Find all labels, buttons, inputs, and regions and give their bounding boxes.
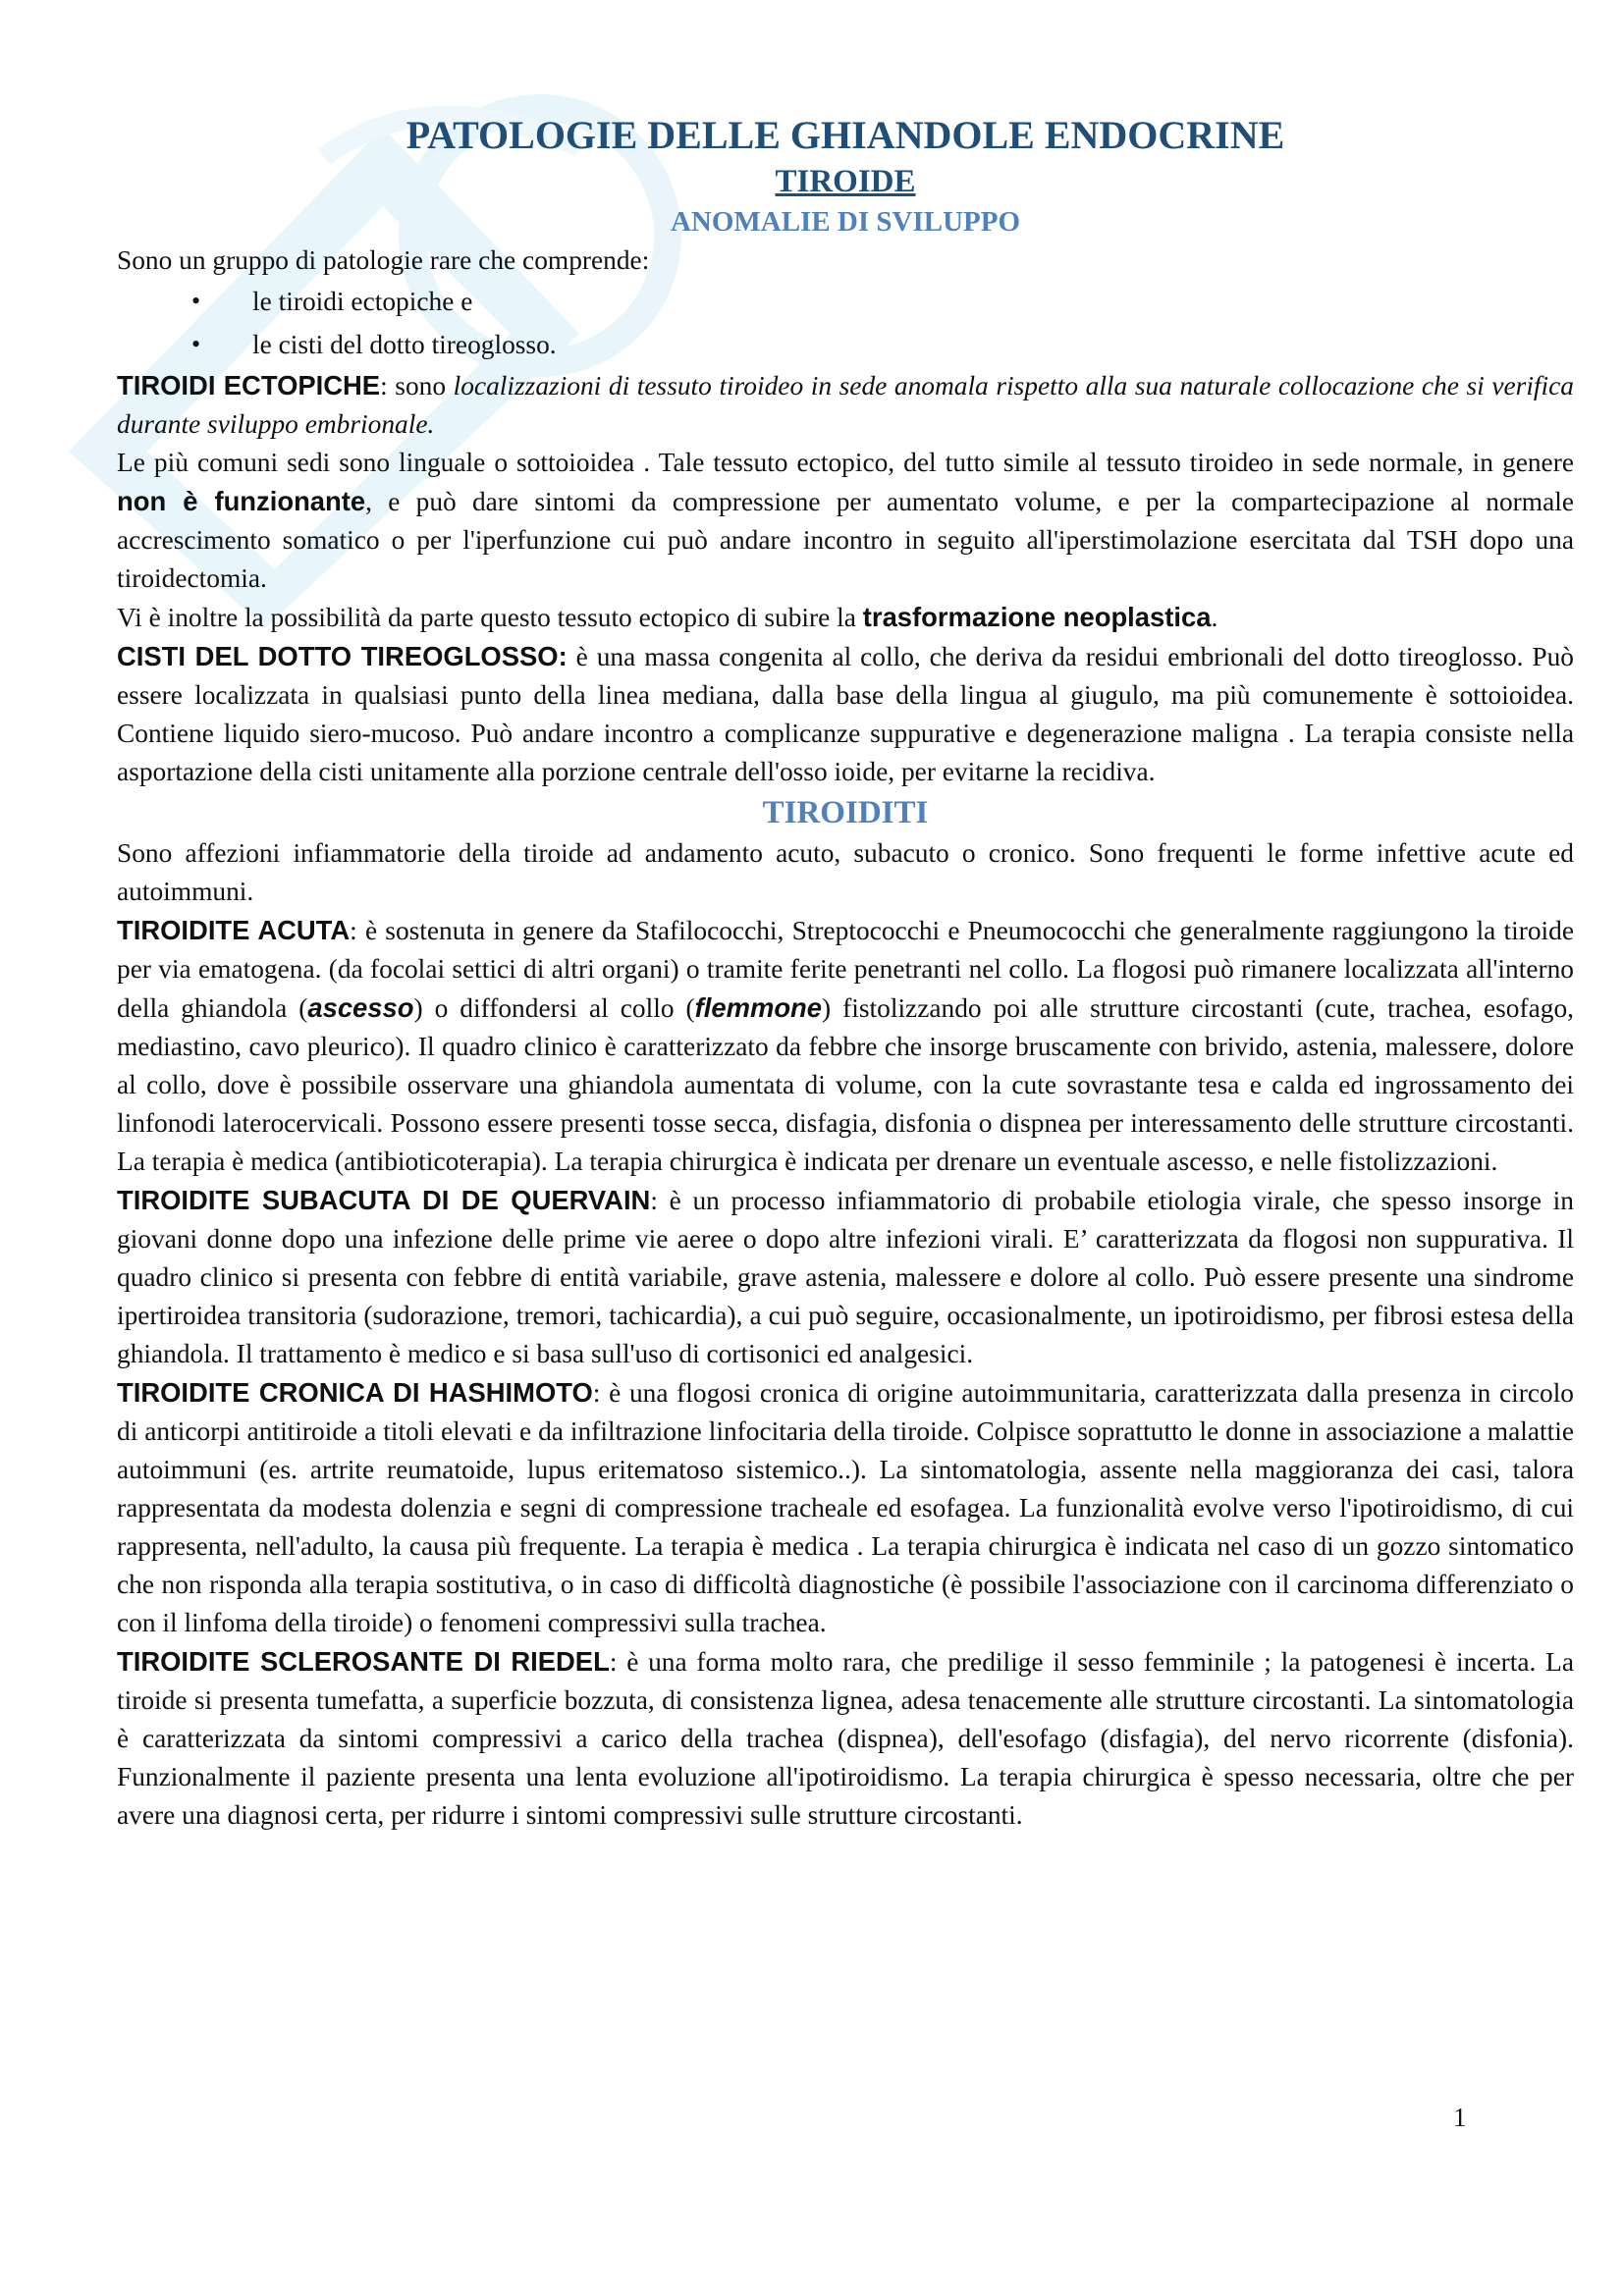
text-span: Vi è inoltre la possibilità da parte questo tessuto ectopico di subire la (117, 603, 863, 632)
emphasis-ascesso: ascesso (307, 992, 414, 1023)
text-span: . (1211, 603, 1218, 632)
bullet-icon: • (191, 330, 201, 358)
paragraph-tiroidite-hashimoto (117, 1373, 1574, 1642)
anomalie-intro: Sono un gruppo di patologie rare che comprende: (117, 245, 650, 275)
term-tiroidite-riedel: TIROIDITE SCLEROSANTE DI RIEDEL (117, 1646, 610, 1677)
text-span: ) fistolizzando poi alle strutture circostanti (cute, trachea, esofago, mediastino, cavo pleurico). Il quadro clinico è caratterizzato da febbre che insorge bruscamente con brivido, astenia, malessere, dolore al collo, dove è possibile osservare una ghiandola aumentata di volume, con la cute sovrastante tesa e calda ed ingrossamento dei linfonodi laterocervicali. Possono essere presenti tosse secca, disfagia, disfonia o dispnea per interessamento delle strutture circostanti. La terapia è medica (antibioticoterapia). La terapia chirurgica è indicata per drenare un eventuale ascesso, e nelle fistolizzazioni. (117, 993, 1574, 1176)
anomalie-bullet-list (117, 280, 1574, 366)
text-span: Le più comuni sedi sono linguale o sottoioidea . Tale tessuto ectopico, del tutto simile al tessuto tiroideo in sede normale, in genere (117, 448, 1574, 477)
page-number: 1 (1453, 2103, 1467, 2132)
paragraph-cisti (117, 637, 1574, 791)
term-cisti: CISTI DEL DOTTO TIREOGLOSSO: (117, 641, 568, 671)
text-span-italic: localizzazioni di tessuto tiroideo in sede anomala rispetto alla sua naturale collocazione che si verifica durante sviluppo embrionale. (117, 371, 1574, 439)
text-span: ) o diffondersi al collo ( (413, 993, 695, 1023)
paragraph-sedi (117, 444, 1574, 598)
term-tiroidite-hashimoto: TIROIDITE CRONICA DI HASHIMOTO (117, 1377, 593, 1408)
document-body (117, 110, 1574, 1835)
document-subtitle: TIROIDE (775, 164, 916, 199)
section-heading-tiroiditi: TIROIDITI (762, 795, 929, 830)
emphasis-non-funzionante: non è funzionante (117, 486, 366, 516)
text-span: : è un processo infiammatorio di probabile etiologia virale, che spesso insorge in giovani donne dopo una infezione delle prime vie aeree o dopo altre infezioni virali. E’ caratterizzata da flogosi non suppurativa. Il quadro clinico si presenta con febbre di entità variabile, grave astenia, malessere e dolore al collo. Può essere presente una sindrome ipertiroidea transitoria (sudorazione, tremori, tachicardia), a cui può seguire, occasionalmente, un ipotiroidismo, per fibrosi estesa della ghiandola. Il trattamento è medico e si basa sull'uso di cortisonici ed analgesici. (117, 1186, 1574, 1368)
term-tiroidite-subacuta: TIROIDITE SUBACUTA DI DE QUERVAIN (117, 1185, 651, 1215)
paragraph-tiroidite-riedel (117, 1642, 1574, 1835)
tiroiditi-intro: Sono affezioni infiammatorie della tiroide ad andamento acuto, subacuto o cronico. Sono frequenti le forme infettive acute ed autoimmuni. (117, 838, 1574, 906)
text-span: : è una forma molto rara, che predilige il sesso femminile ; la patogenesi è incerta. La tiroide si presenta tumefatta, a superficie bozzuta, di consistenza lignea, adesa tenacemente alle strutture circostanti. La sintomatologia è caratterizzata da sintomi compressivi a carico della trachea (dispnea), dell'esofago (disfagia), del nervo ricorrente (disfonia). Funzionalmente il paziente presenta una lenta evoluzione all'ipotiroidismo. La terapia chirurgica è spesso necessaria, oltre che per avere una diagnosi certa, per ridurre i sintomi compressivi sulle strutture circostanti. (117, 1647, 1574, 1830)
section-heading-anomalie: ANOMALIE DI SVILUPPO (670, 206, 1021, 238)
emphasis-flemmone: flemmone (694, 992, 823, 1023)
paragraph-tiroidi-ectopiche (117, 366, 1574, 444)
text-span: è una massa congenita al collo, che deriva da residui embrionali del dotto tireoglosso. Può essere localizzata in qualsiasi punto della linea mediana, dalla base della lingua al giugulo, ma più comunemente è sottoioidea. Contiene liquido siero-mucoso. Può andare incontro a complicanze suppurative e degenerazione maligna . La terapia consiste nella asportazione della cisti unitamente alla porzione centrale dell'osso ioide, per evitarne la recidiva. (117, 642, 1575, 786)
text-span: , e può dare sintomi da compressione per aumentato volume, e per la compartecipazione al normale accrescimento somatico o per l'iperfunzione cui può andare incontro in seguito all'iperstimolazione esercitata dal TSH dopo una tiroidectomia. (117, 487, 1574, 593)
emphasis-trasformazione: trasformazione neoplastica (862, 602, 1212, 632)
list-item (117, 323, 1574, 366)
document-title: PATOLOGIE DELLE GHIANDOLE ENDOCRINE (406, 113, 1285, 157)
term-tiroidi-ectopiche: TIROIDI ECTOPICHE (117, 370, 381, 400)
bullet-text: le cisti del dotto tireoglosso. (252, 330, 557, 359)
bullet-text: le tiroidi ectopiche e (252, 287, 473, 316)
paragraph-possibilita (117, 598, 1574, 637)
paragraph-tiroidite-subacuta (117, 1181, 1574, 1373)
term-tiroidite-acuta: TIROIDITE ACUTA (117, 915, 351, 945)
text-span: : è sostenuta in genere da Stafilococchi, Streptococchi e Pneumococchi che generalmente raggiungono la tiroide per via ematogena. (da focolai settici di altri organi) o tramite ferite penetranti nel collo. La flogosi può rimanere localizzata all'interno della ghiandola ( (117, 916, 1575, 1023)
text-span: : è una flogosi cronica di origine autoimmunitaria, caratterizzata dalla presenza in circolo di anticorpi antitiroide a titoli elevati e da infiltrazione linfocitaria della tiroide. Colpisce soprattutto le donne in associazione a malattie autoimmuni (es. artrite reumatoide, lupus eritematoso sistemico..). La sintomatologia, assente nella maggioranza dei casi, talora rappresentata da modesta dolenzia e segni di compressione tracheale ed esofagea. La funzionalità evolve verso l'ipotiroidismo, di cui rappresenta, nell'adulto, la causa più frequente. La terapia è medica . La terapia chirurgica è indicata nel caso di un gozzo sintomatico che non risponda alla terapia sostitutiva, o in caso di difficoltà diagnostiche (è possibile l'associazione con il carcinoma differenziato o con il linfoma della tiroide) o fenomeni compressivi sulla trachea. (117, 1378, 1575, 1637)
list-item (117, 280, 1574, 323)
paragraph-tiroidite-acuta (117, 911, 1574, 1181)
text-span: : sono (380, 371, 454, 400)
bullet-icon: • (191, 287, 201, 315)
